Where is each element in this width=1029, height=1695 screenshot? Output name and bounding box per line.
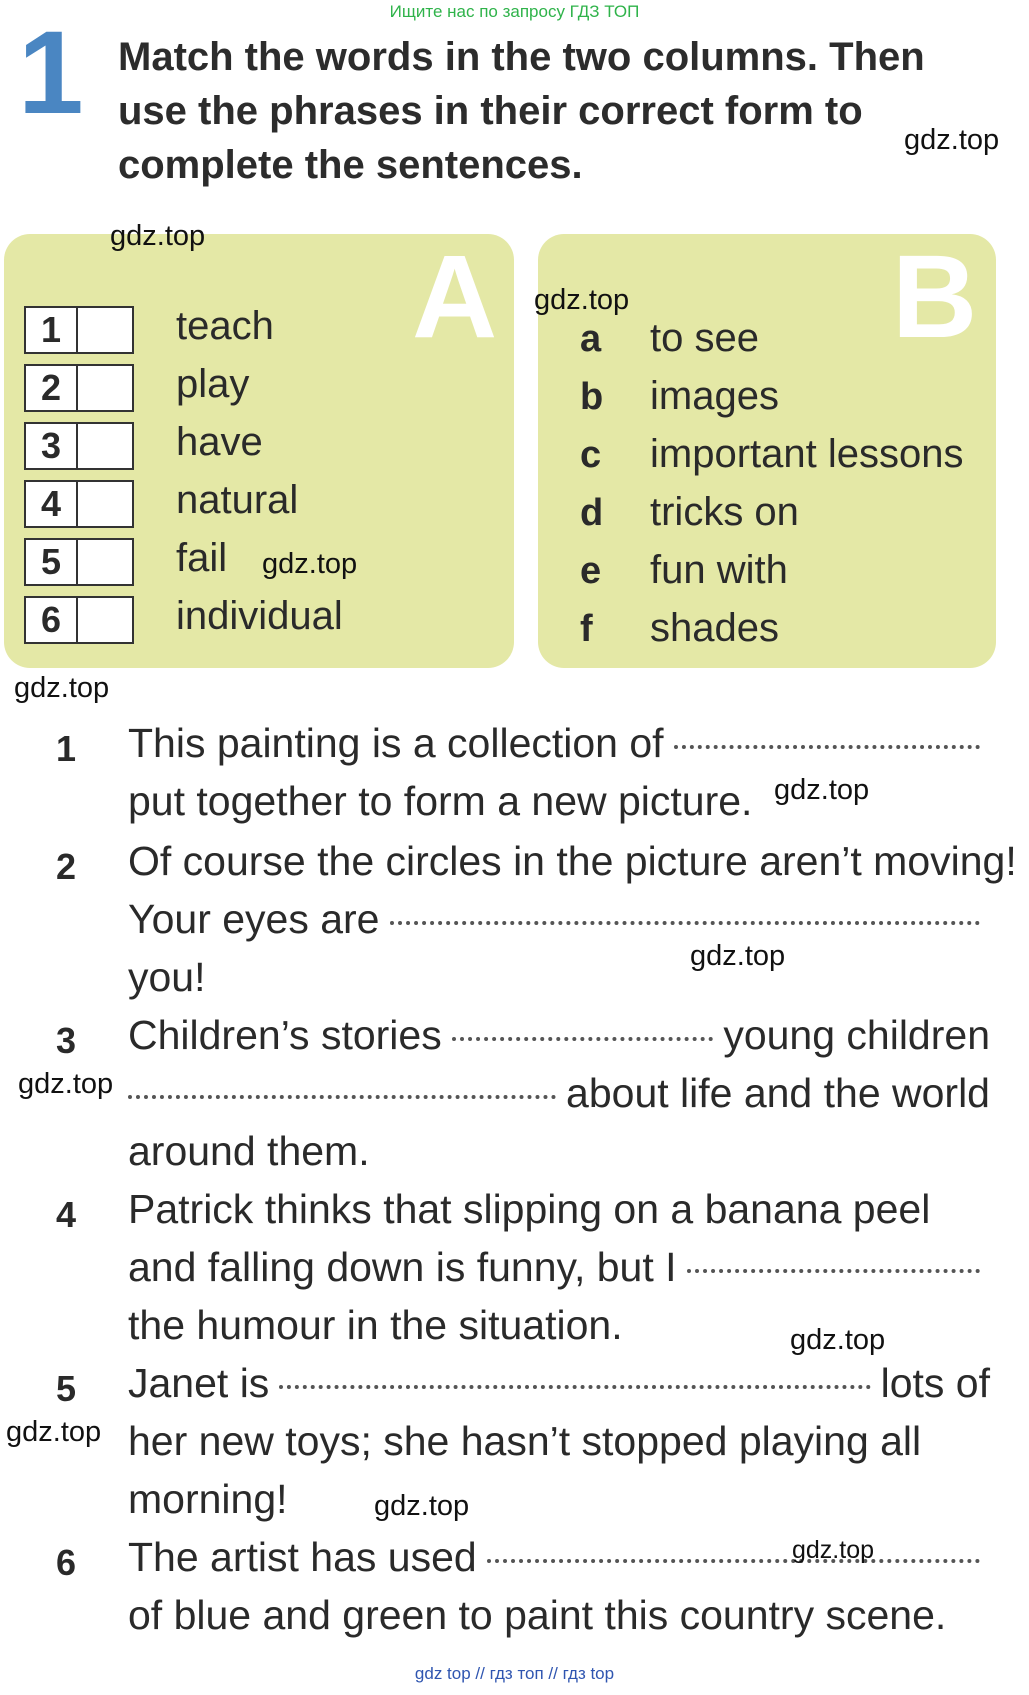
sentence-text: the humour in the situation. bbox=[128, 1302, 623, 1348]
sentence-number: 2 bbox=[56, 846, 77, 887]
sentence-line bbox=[128, 896, 990, 954]
watermark: gdz.top bbox=[374, 1490, 470, 1522]
sentence-number: 1 bbox=[56, 728, 77, 769]
column-a-word: fail bbox=[176, 536, 228, 580]
sentence-text: Your eyes are bbox=[128, 896, 380, 942]
answer-box[interactable] bbox=[78, 480, 134, 528]
column-a-number-box: 6 bbox=[24, 596, 78, 644]
instruction-line: Match the words in the two columns. Then bbox=[118, 35, 925, 79]
column-a-number-box: 4 bbox=[24, 480, 78, 528]
sentence-line bbox=[128, 954, 990, 1012]
watermark: gdz.top bbox=[262, 548, 358, 580]
watermark: gdz.top bbox=[6, 1416, 102, 1448]
answer-box[interactable] bbox=[78, 364, 134, 412]
column-b-letter: a bbox=[580, 318, 602, 360]
column-b-letter: d bbox=[580, 492, 604, 534]
answer-blank[interactable] bbox=[687, 1269, 980, 1273]
sentence-line bbox=[128, 1476, 990, 1534]
sentence-text: around them. bbox=[128, 1128, 370, 1174]
sentence-text: put together to form a new picture. bbox=[128, 778, 753, 824]
answer-blank[interactable] bbox=[279, 1385, 870, 1389]
instruction-line: complete the sentences. bbox=[118, 143, 583, 187]
sentence-text: you! bbox=[128, 954, 206, 1000]
sentence-line bbox=[128, 1360, 990, 1418]
sentence-number: 5 bbox=[56, 1368, 77, 1409]
sentence-text: Of course the circles in the picture aren’t moving! bbox=[128, 838, 1017, 884]
sentence-text: and falling down is funny, but I bbox=[128, 1244, 677, 1290]
watermark: gdz.top bbox=[774, 774, 870, 806]
answer-box[interactable] bbox=[78, 422, 134, 470]
watermark: gdz.top bbox=[790, 1324, 886, 1356]
bottom-banner[interactable]: gdz top // гдз топ // гдз top bbox=[414, 1664, 615, 1683]
column-a-word: teach bbox=[176, 304, 274, 348]
column-b-word: important lessons bbox=[650, 432, 964, 476]
answer-blank[interactable] bbox=[674, 745, 980, 749]
sentence-line bbox=[128, 1186, 990, 1244]
sentence-line bbox=[128, 720, 990, 778]
column-b-word: images bbox=[650, 374, 779, 418]
sentence-text: of blue and green to paint this country scene. bbox=[128, 1592, 947, 1638]
answer-box[interactable] bbox=[78, 306, 134, 354]
sentence-line bbox=[128, 838, 1017, 896]
column-a-number-box: 3 bbox=[24, 422, 78, 470]
column-a-heading: A bbox=[412, 231, 498, 363]
sentence-line bbox=[128, 1244, 990, 1302]
watermark: gdz.top bbox=[14, 672, 110, 704]
exercise-number: 1 bbox=[18, 7, 84, 139]
answer-blank[interactable] bbox=[487, 1559, 980, 1563]
sentence-text: lots of bbox=[880, 1360, 990, 1406]
watermark: gdz.top bbox=[904, 124, 1000, 156]
column-b-word: fun with bbox=[650, 548, 788, 592]
column-b-word: to see bbox=[650, 316, 759, 360]
sentence-number: 3 bbox=[56, 1020, 77, 1061]
column-a-word: individual bbox=[176, 594, 343, 638]
top-banner[interactable]: Ищите нас по запросу ГДЗ ТОП bbox=[389, 2, 640, 21]
watermark: gdz.top bbox=[534, 284, 630, 316]
column-a-number-box: 1 bbox=[24, 306, 78, 354]
answer-box[interactable] bbox=[78, 596, 134, 644]
sentence-line bbox=[128, 1070, 990, 1128]
watermark: gdz.top bbox=[18, 1068, 114, 1100]
column-b-letter: b bbox=[580, 376, 604, 418]
column-a-word: have bbox=[176, 420, 263, 464]
sentence-number: 6 bbox=[56, 1542, 77, 1583]
sentence-text: This painting is a collection of bbox=[128, 720, 664, 766]
column-b-letter: f bbox=[580, 608, 593, 650]
sentence-line bbox=[128, 1128, 990, 1186]
sentence-number: 4 bbox=[56, 1194, 77, 1235]
column-b-word: shades bbox=[650, 606, 779, 650]
sentence-line bbox=[128, 1592, 990, 1650]
answer-blank[interactable] bbox=[390, 921, 981, 925]
column-a-number-box: 2 bbox=[24, 364, 78, 412]
answer-box[interactable] bbox=[78, 538, 134, 586]
watermark: gdz.top bbox=[792, 1536, 875, 1564]
sentence-text: young children bbox=[723, 1012, 990, 1058]
column-b-letter: c bbox=[580, 434, 602, 476]
column-b-word: tricks on bbox=[650, 490, 799, 534]
watermark: gdz.top bbox=[690, 940, 786, 972]
sentence-line bbox=[128, 1418, 990, 1476]
watermark: gdz.top bbox=[110, 220, 206, 252]
sentence-text: her new toys; she hasn’t stopped playing all bbox=[128, 1418, 922, 1464]
answer-blank[interactable] bbox=[452, 1037, 714, 1041]
column-b-heading: B bbox=[892, 231, 978, 363]
column-b-letter: e bbox=[580, 550, 602, 592]
column-a-number-box: 5 bbox=[24, 538, 78, 586]
column-a-word: natural bbox=[176, 478, 299, 522]
exercise-instruction bbox=[118, 30, 938, 192]
sentence-line bbox=[128, 1012, 990, 1070]
column-a-word: play bbox=[176, 362, 250, 406]
sentence-text: Children’s stories bbox=[128, 1012, 442, 1058]
answer-blank[interactable] bbox=[128, 1095, 556, 1099]
sentence-text: morning! bbox=[128, 1476, 288, 1522]
sentence-text: Patrick thinks that slipping on a banana peel bbox=[128, 1186, 931, 1232]
sentence-text: about life and the world bbox=[566, 1070, 990, 1116]
sentence-text: The artist has used bbox=[128, 1534, 477, 1580]
instruction-line: use the phrases in their correct form to bbox=[118, 89, 863, 133]
sentence-text: Janet is bbox=[128, 1360, 270, 1406]
